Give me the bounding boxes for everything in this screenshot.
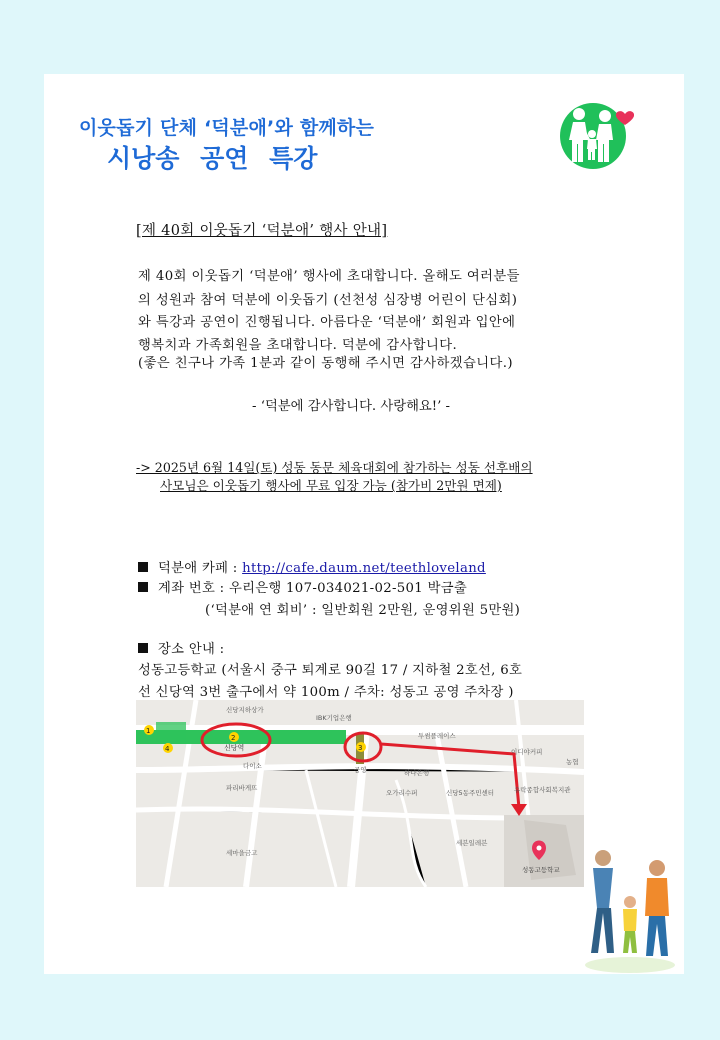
fee-info: (‘덕분애 연 회비’ : 일반회원 2만원, 운영위원 5만원) (205, 603, 521, 618)
account-label: 계좌 번호 : 우리은행 107-034021-02-501 박금출 (158, 581, 468, 596)
map-label: IBK기업은행 (316, 714, 352, 722)
body-line-1: 제 40회 이웃돕기 ‘덕분애’ 행사에 초대합니다. 올해도 여러분들 (138, 269, 520, 284)
map-label: 농협 (566, 758, 579, 766)
map-label: 신당5동주민센터 (446, 789, 495, 797)
square-bullet-icon (138, 643, 148, 653)
map-label: 신당역 (224, 744, 245, 752)
map-label: 성동고등학교 (522, 866, 560, 874)
family-heart-icon (558, 98, 634, 170)
cafe-link[interactable]: http://cafe.daum.net/teethloveland (242, 561, 486, 576)
map-label: 세븐일레븐 (456, 839, 488, 847)
venue-label: 장소 안내 : (158, 642, 225, 657)
event-note-line-1: -> 2025년 6월 14일(토) 성동 동문 체육대회에 참가하는 성동 선후배의 (136, 460, 533, 475)
body-line-4: 행복치과 가족회원을 초대합니다. 덕분에 감사합니다. (138, 338, 458, 353)
map-label: 오가리수퍼 (386, 789, 418, 797)
body-line-2: 의 성원과 참여 덕분에 이웃돕기 (선천성 심장병 어린이 단심회) (138, 293, 518, 308)
cafe-label: 덕분애 카페 : (158, 561, 243, 576)
map-label: 투썸플레이스 (418, 732, 456, 740)
map-label: 이디야커피 (511, 748, 543, 756)
venue-heading (138, 638, 224, 657)
square-bullet-icon (138, 582, 148, 592)
cafe-info (138, 557, 486, 576)
station-no-4: 4 (165, 745, 170, 753)
quote-line: - ‘덕분에 감사합니다. 사랑해요!’ - (252, 399, 451, 414)
title-line-2: 시낭송 공연 특강 (107, 144, 318, 173)
map-label: 신당지하상가 (226, 706, 264, 714)
map-label: 공영 (354, 766, 367, 774)
map-label: 파리바게뜨 (226, 784, 258, 792)
notice-heading: [제 40회 이웃돕기 ‘덕분애’ 행사 안내] (136, 223, 388, 239)
map-label: 세마을금고 (226, 849, 258, 857)
event-note-line-2: 사모님은 이웃돕기 행사에 무료 입장 가능 (참가비 2만원 면제) (160, 478, 502, 493)
station-no-3: 3 (358, 744, 363, 752)
body-line-3: 와 특강과 공연이 진행됩니다. 아름다운 ‘덕분애’ 회원과 입안에 (138, 315, 516, 330)
title-line-1: 이웃돕기 단체 ‘덕분애’와 함께하는 (79, 117, 375, 139)
body-line-5: (좋은 친구나 가족 1분과 같이 동행해 주시면 감사하겠습니다.) (138, 356, 513, 371)
account-info (138, 577, 467, 596)
map-label: 하나은행 (404, 769, 430, 777)
map-label: 유락종합사회복지관 (514, 786, 571, 794)
square-bullet-icon (138, 562, 148, 572)
station-no-2: 2 (231, 734, 236, 742)
station-no-1: 1 (146, 727, 151, 735)
venue-line-1: 성동고등학교 (서울시 중구 퇴계로 90길 17 / 지하철 2호선, 6호 (138, 663, 523, 678)
walking-family-illustration (575, 840, 685, 975)
location-map (136, 700, 584, 887)
venue-line-2: 선 신당역 3번 출구에서 약 100m / 주차: 성동고 공영 주차장 ) (138, 685, 514, 700)
map-label: 다이소 (243, 762, 262, 770)
